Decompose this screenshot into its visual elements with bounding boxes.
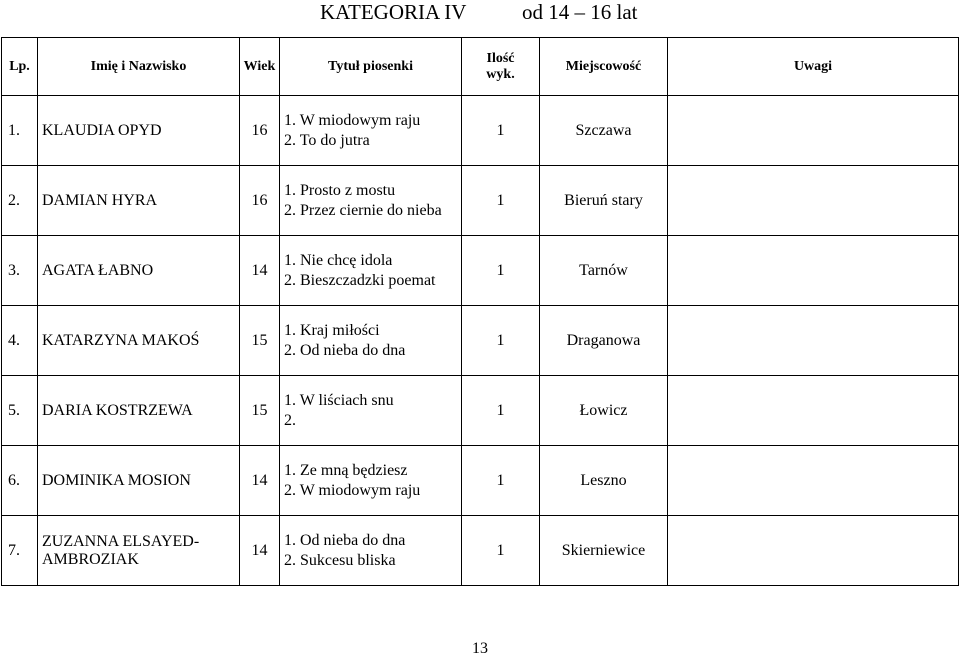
header-age: Wiek	[240, 38, 280, 96]
cell-notes	[668, 376, 959, 446]
song-2: 2.	[284, 411, 296, 429]
cell-name: KLAUDIA OPYD	[38, 96, 240, 166]
table-row	[2, 446, 959, 516]
song-1: 1. Ze mną będziesz	[284, 461, 408, 479]
cell-notes	[668, 516, 959, 586]
table-row	[2, 376, 959, 446]
header-name: Imię i Nazwisko	[38, 38, 240, 96]
song-1: 1. Od nieba do dna	[284, 531, 406, 549]
cell-songs	[280, 306, 462, 376]
cell-songs	[280, 96, 462, 166]
song-2: 2. Bieszczadzki poemat	[284, 271, 436, 289]
song-1: 1. W liściach snu	[284, 391, 394, 409]
cell-lp: 4.	[2, 306, 38, 376]
name-line-2: AMBROZIAK	[42, 550, 139, 568]
cell-lp: 7.	[2, 516, 38, 586]
table-row	[2, 96, 959, 166]
cell-lp: 3.	[2, 236, 38, 306]
song-2: 2. Od nieba do dna	[284, 341, 406, 359]
header-qty	[462, 38, 540, 96]
cell-qty: 1	[462, 516, 540, 586]
cell-name: DARIA KOSTRZEWA	[38, 376, 240, 446]
cell-age: 15	[240, 306, 280, 376]
cell-lp: 5.	[2, 376, 38, 446]
cell-city: Tarnów	[540, 236, 668, 306]
table-header-row	[2, 38, 959, 96]
header-qty-line2: wyk.	[486, 66, 515, 82]
cell-notes	[668, 306, 959, 376]
song-1: 1. Prosto z mostu	[284, 181, 396, 199]
song-1: 1. Kraj miłości	[284, 321, 380, 339]
name-line-1: ZUZANNA ELSAYED-	[42, 532, 200, 550]
table-row	[2, 306, 959, 376]
age-range-title: od 14 – 16 lat	[522, 0, 638, 24]
song-1: 1. W miodowym raju	[284, 111, 421, 129]
cell-age: 16	[240, 166, 280, 236]
cell-city: Szczawa	[540, 96, 668, 166]
song-2: 2. Przez ciernie do nieba	[284, 201, 442, 219]
table-row	[2, 236, 959, 306]
header-qty-line1: Ilość	[486, 50, 515, 66]
cell-songs	[280, 446, 462, 516]
cell-songs	[280, 236, 462, 306]
header-song: Tytuł piosenki	[280, 38, 462, 96]
cell-qty: 1	[462, 376, 540, 446]
song-2: 2. W miodowym raju	[284, 481, 421, 499]
cell-songs	[280, 166, 462, 236]
cell-qty: 1	[462, 446, 540, 516]
table-row	[2, 166, 959, 236]
song-2: 2. To do jutra	[284, 131, 370, 149]
cell-lp: 1.	[2, 96, 38, 166]
cell-qty: 1	[462, 306, 540, 376]
cell-name: KATARZYNA MAKOŚ	[38, 306, 240, 376]
cell-notes	[668, 96, 959, 166]
cell-qty: 1	[462, 236, 540, 306]
cell-qty: 1	[462, 96, 540, 166]
cell-lp: 6.	[2, 446, 38, 516]
cell-age: 14	[240, 446, 280, 516]
header-city: Miejscowość	[540, 38, 668, 96]
cell-qty: 1	[462, 166, 540, 236]
cell-city: Bieruń stary	[540, 166, 668, 236]
cell-age: 15	[240, 376, 280, 446]
cell-city: Łowicz	[540, 376, 668, 446]
header-notes: Uwagi	[668, 38, 959, 96]
cell-age: 14	[240, 516, 280, 586]
song-1: 1. Nie chcę idola	[284, 251, 393, 269]
cell-songs	[280, 376, 462, 446]
cell-age: 16	[240, 96, 280, 166]
page-number: 13	[472, 640, 488, 657]
document-title	[0, 0, 960, 34]
cell-songs	[280, 516, 462, 586]
cell-notes	[668, 236, 959, 306]
cell-city: Leszno	[540, 446, 668, 516]
cell-city: Skierniewice	[540, 516, 668, 586]
category-title: KATEGORIA IV	[320, 0, 467, 24]
cell-name: AGATA ŁABNO	[38, 236, 240, 306]
song-2: 2. Sukcesu bliska	[284, 551, 396, 569]
cell-city: Draganowa	[540, 306, 668, 376]
cell-notes	[668, 446, 959, 516]
cell-lp: 2.	[2, 166, 38, 236]
table-row	[2, 516, 959, 586]
participants-table	[1, 37, 959, 586]
cell-name	[38, 516, 240, 586]
cell-name: DAMIAN HYRA	[38, 166, 240, 236]
cell-notes	[668, 166, 959, 236]
header-lp: Lp.	[2, 38, 38, 96]
cell-name: DOMINIKA MOSION	[38, 446, 240, 516]
cell-age: 14	[240, 236, 280, 306]
